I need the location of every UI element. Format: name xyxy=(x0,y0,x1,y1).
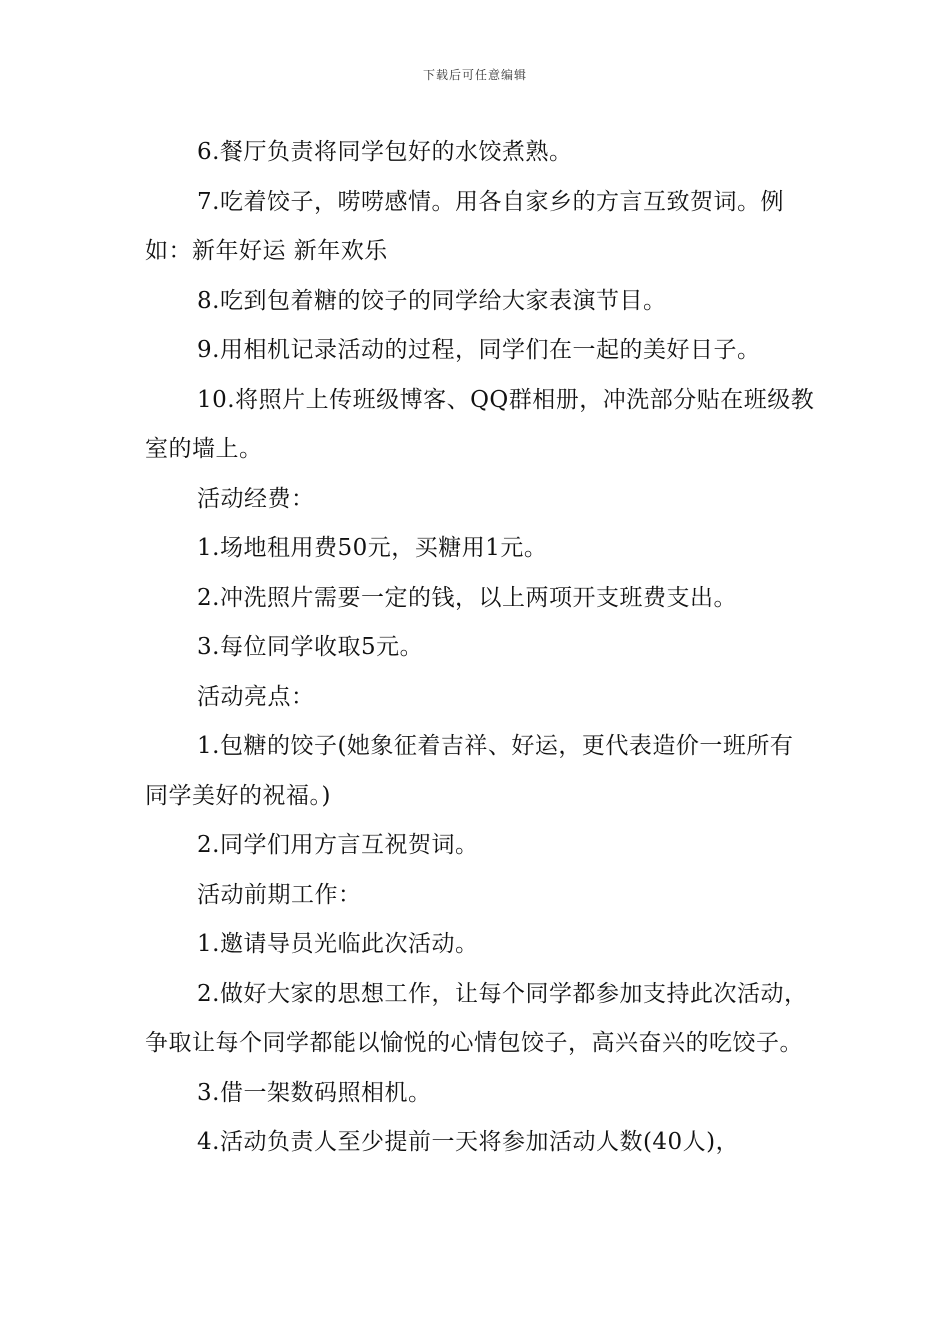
section-heading-highlights: 活动亮点： xyxy=(197,683,315,710)
page-header: 下载后可任意编辑 xyxy=(422,68,527,82)
paragraph-item-7: 7.吃着饺子，唠唠感情。用各自家乡的方言互致贺词。例如：新年好运 新年欢乐 xyxy=(145,188,784,264)
budget-item-3: 3.每位同学收取5元。 xyxy=(197,634,424,660)
paragraph-item-6: 6.餐厅负责将同学包好的水饺煮熟。 xyxy=(197,139,573,165)
paragraph-item-10: 10.将照片上传班级博客、QQ群相册，冲洗部分贴在班级教室的墙上。 xyxy=(145,386,815,462)
highlight-item-2: 2.同学们用方言互祝贺词。 xyxy=(197,832,479,858)
preparation-item-3: 3.借一架数码照相机。 xyxy=(197,1079,432,1106)
section-heading-budget: 活动经费： xyxy=(197,485,315,512)
budget-item-2: 2.冲洗照片需要一定的钱，以上两项开支班费支出。 xyxy=(197,584,737,611)
paragraph-item-8: 8.吃到包着糖的饺子的同学给大家表演节目。 xyxy=(197,287,667,314)
document-body xyxy=(145,128,815,1168)
highlight-item-1: 1.包糖的饺子(她象征着吉祥、好运，更代表造价一班所有同学美好的祝福。) xyxy=(145,733,794,809)
preparation-item-2: 2.做好大家的思想工作，让每个同学都参加支持此次活动，争取让每个同学都能以愉悦的心情包饺子，高兴奋兴的吃饺子。 xyxy=(145,980,808,1056)
budget-item-1: 1.场地租用费50元，买糖用1元。 xyxy=(197,535,548,561)
preparation-item-4: 4.活动负责人至少提前一天将参加活动人数(40人)， xyxy=(197,1129,740,1155)
section-heading-preparation: 活动前期工作： xyxy=(197,881,362,908)
preparation-item-1: 1.邀请导员光临此次活动。 xyxy=(197,931,479,957)
paragraph-item-9: 9.用相机记录活动的过程，同学们在一起的美好日子。 xyxy=(197,337,761,363)
